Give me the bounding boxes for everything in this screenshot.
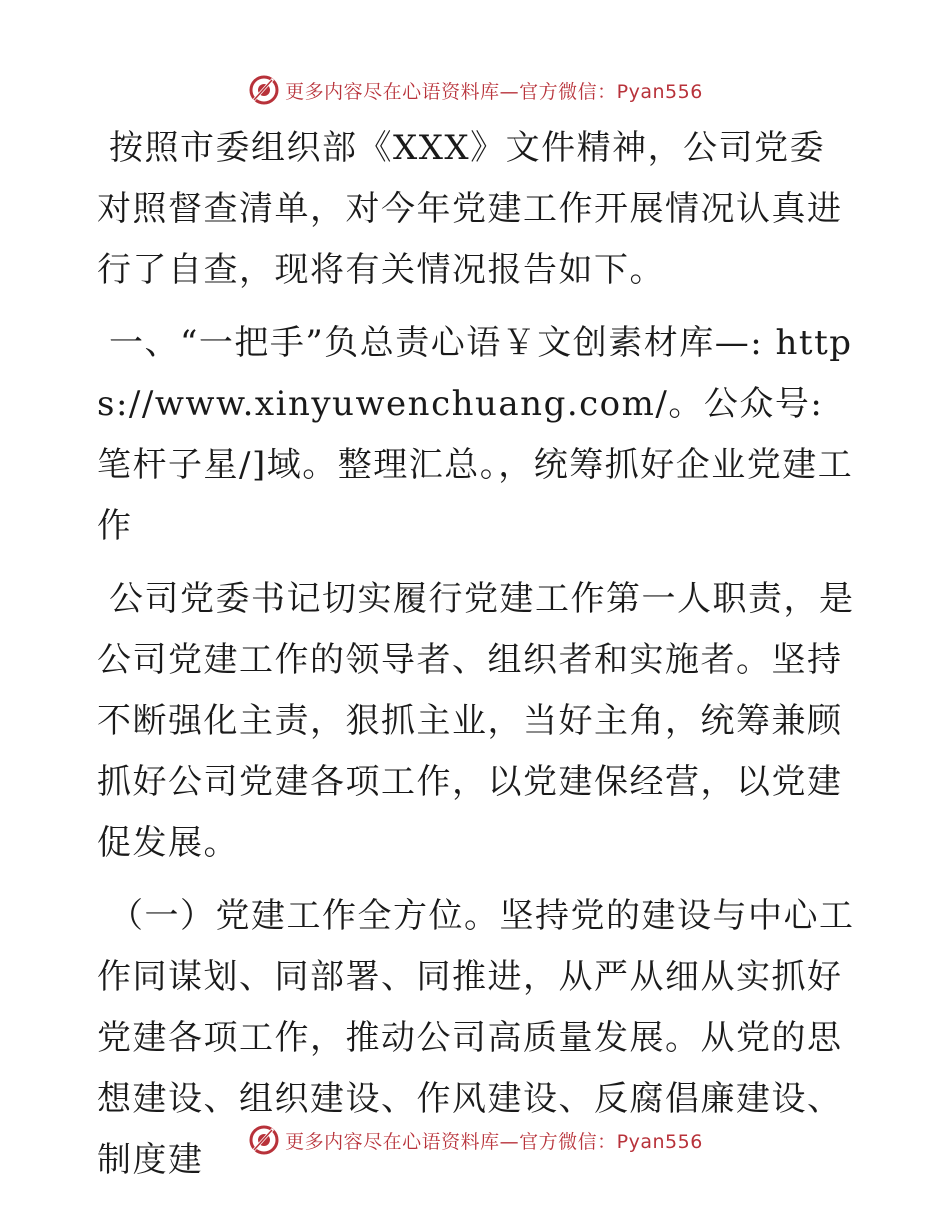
header-banner xyxy=(0,70,950,110)
footer-banner-text: 更多内容尽在心语资料库—官方微信：Pyan556 xyxy=(285,1130,703,1153)
paragraph-intro: 按照市委组织部《XXX》文件精神，公司党委对照督查清单，对今年党建工作开展情况认真进行了自查，现将有关情况报告如下。 xyxy=(97,128,843,290)
paragraph-secretary-duty: 公司党委书记切实履行党建工作第一人职责，是公司党建工作的领导者、组织者和实施者。坚持不断强化主责，狠抓主业，当好主角，统筹兼顾抓好公司党建各项工作，以党建保经营，以党建促发展。 xyxy=(97,579,855,863)
quill-pen-logo-icon xyxy=(247,73,281,107)
paragraph-section-one-heading: 一、“一把手”负总责心语￥文创素材库—: https://www.xinyuwenchuang.com/。公众号: 笔杆子星/]域。整理汇总。，统筹抓好企业党建工作 xyxy=(97,323,854,546)
quill-pen-logo-icon xyxy=(247,1123,281,1157)
footer-banner xyxy=(0,1120,950,1160)
header-banner-text: 更多内容尽在心语资料库—官方微信：Pyan556 xyxy=(285,80,703,103)
paragraph-subsection-one: （一）党建工作全方位。坚持党的建设与中心工作同谋划、同部署、同推进，从严从细从实抓好党建各项工作，推动公司高质量发展。从党的思想建设、组织建设、作风建设、反腐倡廉建设、制度建 xyxy=(97,896,855,1180)
document-body xyxy=(97,118,857,1191)
